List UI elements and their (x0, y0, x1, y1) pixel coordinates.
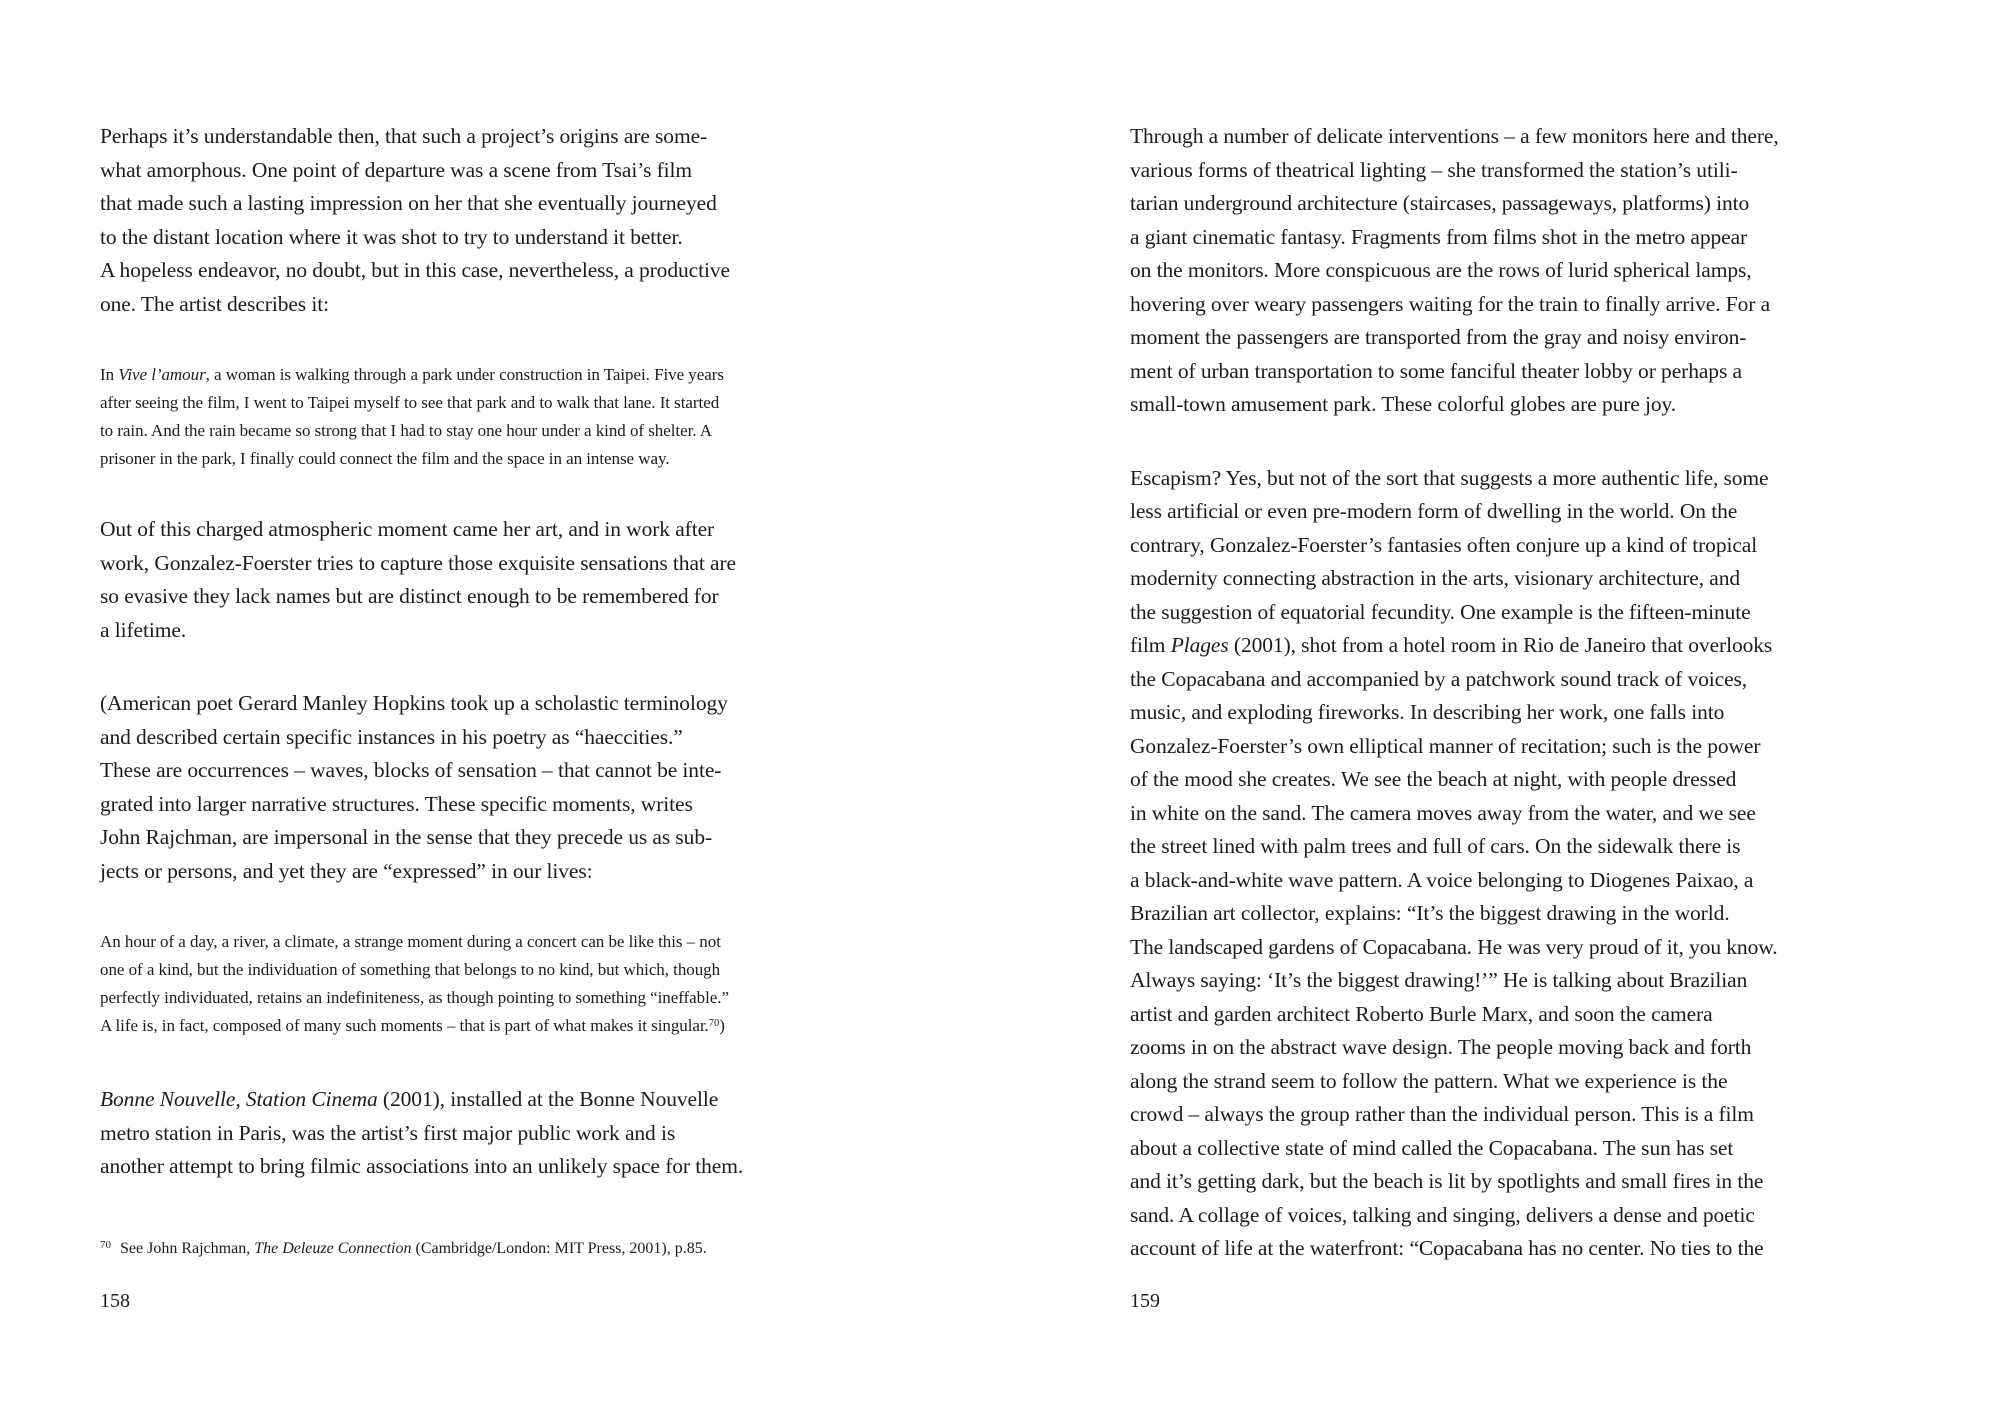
text-segment: and described certain specific instances in his poetry as “haeccities.” (100, 724, 683, 749)
paragraph (100, 513, 910, 647)
text-segment: a black-and-white wave pattern. A voice belonging to Diogenes Paixao, a (1130, 867, 1754, 892)
left-page (100, 0, 910, 1408)
text-segment: Escapism? Yes, but not of the sort that suggests a more authentic life, some (1130, 465, 1769, 490)
text-line (100, 956, 910, 984)
text-line (1130, 495, 1940, 529)
paragraph (100, 687, 910, 888)
text-segment: A life is, in fact, composed of many such moments – that is part of what makes it singular. (100, 1016, 709, 1035)
text-segment: prisoner in the park, I finally could connect the film and the space in an intense way. (100, 449, 670, 468)
text-segment: These are occurrences – waves, blocks of sensation – that cannot be inte- (100, 758, 722, 782)
text-line (1130, 797, 1940, 831)
text-segment: A hopeless endeavor, no doubt, but in this case, nevertheless, a productive (100, 258, 730, 282)
page-number-left: 158 (100, 1290, 130, 1312)
text-segment: Perhaps it’s understandable then, that such a project’s origins are some- (100, 124, 708, 148)
text-line (100, 754, 910, 788)
text-line (1130, 864, 1940, 898)
text-line (100, 254, 910, 288)
text-line (100, 855, 910, 889)
text-line (1130, 254, 1940, 288)
footnote-text (120, 1240, 707, 1257)
text-segment: metro station in Paris, was the artist’s first major public work and is (100, 1120, 676, 1145)
text-line (1130, 1098, 1940, 1132)
text-line (1130, 221, 1940, 255)
text-segment: Vive l’amour (118, 365, 206, 384)
text-line (100, 721, 910, 755)
text-segment: to rain. And the rain became so strong that I had to stay one hour under a kind of shelter. A (100, 421, 712, 440)
footnote (100, 1238, 707, 1261)
text-segment: In (100, 365, 119, 384)
text-segment: tarian underground architecture (staircases, passageways, platforms) into (1130, 191, 1750, 215)
text-line (100, 1117, 910, 1151)
text-segment: music, and exploding fireworks. In describing her work, one falls into (1130, 700, 1725, 724)
text-segment: jects or persons, and yet they are “expressed” in our lives: (100, 858, 593, 883)
text-segment: The landscaped gardens of Copacabana. He was very proud of it, you know. (1130, 934, 1778, 959)
text-line (100, 1083, 910, 1117)
text-line (100, 984, 910, 1012)
text-line (100, 221, 910, 255)
text-line (1130, 931, 1940, 965)
text-segment: Brazilian art collector, explains: “It’s the biggest drawing in the world. (1130, 901, 1730, 925)
text-line (1130, 1165, 1940, 1199)
text-segment: and it’s getting dark, but the beach is lit by spotlights and small fires in the (1130, 1169, 1764, 1193)
text-line (1130, 998, 1940, 1032)
page-number-right: 159 (1130, 1290, 1160, 1312)
text-segment: Gonzalez-Foerster’s own elliptical manner of recitation; such is the power (1130, 733, 1761, 758)
text-line (1130, 462, 1940, 496)
text-line (100, 1150, 910, 1184)
text-line (1130, 1199, 1940, 1233)
paragraph (100, 120, 910, 321)
text-segment: ment of urban transportation to some fanciful theater lobby or perhaps a (1130, 358, 1742, 383)
text-segment: small-town amusement park. These colorful globes are pure joy. (1130, 392, 1677, 416)
text-segment: various forms of theatrical lighting – she transformed the station’s utili- (1130, 157, 1738, 182)
text-line (1130, 830, 1940, 864)
text-segment: of the mood she creates. We see the beach at night, with people dressed (1130, 767, 1737, 791)
text-segment: Out of this charged atmospheric moment came her art, and in work after (100, 517, 715, 541)
text-segment: on the monitors. More conspicuous are the rows of lurid spherical lamps, (1130, 258, 1752, 282)
text-line (100, 580, 910, 614)
text-line (1130, 1031, 1940, 1065)
text-line (100, 687, 910, 721)
text-segment: that made such a lasting impression on her that she eventually journeyed (100, 191, 717, 215)
text-line (100, 788, 910, 822)
text-line (1130, 1065, 1940, 1099)
text-line (1130, 529, 1940, 563)
text-segment: Through a number of delicate interventions – a few monitors here and there, (1130, 124, 1779, 148)
text-line (1130, 596, 1940, 630)
text-segment: a giant cinematic fantasy. Fragments from films shot in the metro appear (1130, 224, 1748, 249)
text-line (100, 187, 910, 221)
text-segment: after seeing the film, I went to Taipei myself to see that park and to walk that lane. It started (100, 393, 720, 412)
text-line (1130, 964, 1940, 998)
text-segment: sand. A collage of voices, talking and singing, delivers a dense and poetic (1130, 1202, 1755, 1227)
text-segment: one of a kind, but the individuation of something that belongs to no kind, but which, though (100, 960, 721, 979)
text-line (1130, 629, 1940, 663)
text-segment: crowd – always the group rather than the individual person. This is a film (1130, 1102, 1754, 1126)
text-line (1130, 1132, 1940, 1166)
text-segment: about a collective state of mind called the Copacabana. The sun has set (1130, 1135, 1734, 1160)
text-segment: (American poet Gerard Manley Hopkins took up a scholastic terminology (100, 691, 728, 715)
text-segment: account of life at the waterfront: “Copacabana has no center. No ties to the (1130, 1236, 1764, 1260)
text-line (100, 513, 910, 547)
text-line (1130, 288, 1940, 322)
text-line (1130, 120, 1940, 154)
text-segment: The Deleuze Connection (254, 1240, 412, 1257)
text-segment: (Cambridge/London: MIT Press, 2001), p.85. (411, 1240, 707, 1257)
text-segment: artist and garden architect Roberto Burle Marx, and soon the camera (1130, 1001, 1713, 1026)
text-line (1130, 154, 1940, 188)
text-line (100, 614, 910, 648)
text-segment: one. The artist describes it: (100, 291, 329, 316)
text-line (100, 120, 910, 154)
text-segment: less artificial or even pre-modern form of dwelling in the world. On the (1130, 499, 1738, 523)
text-segment: so evasive they lack names but are distinct enough to be remembered for (100, 584, 719, 608)
text-line (100, 361, 910, 389)
text-segment: ) (719, 1016, 725, 1035)
text-segment: another attempt to bring filmic associations into an unlikely space for them. (100, 1154, 744, 1178)
text-segment: Always saying: ‘It’s the biggest drawing!’” He is talking about Brazilian (1130, 968, 1748, 992)
text-segment: 70 (708, 1018, 720, 1030)
text-segment: Bonne Nouvelle, Station Cinema (100, 1087, 378, 1111)
text-line (1130, 763, 1940, 797)
text-line (100, 1012, 910, 1043)
text-segment: (2001), shot from a hotel room in Rio de Janeiro that overlooks (1228, 633, 1773, 657)
text-line (100, 389, 910, 417)
text-line (100, 547, 910, 581)
text-line (100, 288, 910, 322)
text-segment: John Rajchman, are impersonal in the sense that they precede us as sub- (100, 825, 713, 849)
text-segment: hovering over weary passengers waiting for the train to finally arrive. For a (1130, 291, 1771, 316)
text-line (100, 821, 910, 855)
text-line (1130, 897, 1940, 931)
paragraph (1130, 120, 1940, 422)
text-segment: Plages (1170, 633, 1229, 657)
text-segment: the Copacabana and accompanied by a patchwork sound track of voices, (1130, 666, 1748, 691)
text-segment: film (1130, 633, 1171, 657)
text-segment: along the strand seem to follow the pattern. What we experience is the (1130, 1068, 1728, 1093)
text-line (1130, 663, 1940, 697)
paragraph (100, 1083, 910, 1184)
text-segment: An hour of a day, a river, a climate, a strange moment during a concert can be like this – not (100, 932, 721, 951)
block-quote (100, 928, 910, 1043)
text-line (1130, 730, 1940, 764)
text-line (100, 928, 910, 956)
text-segment: what amorphous. One point of departure was a scene from Tsai’s film (100, 157, 693, 182)
block-quote (100, 361, 910, 473)
text-segment: zooms in on the abstract wave design. The people moving back and forth (1130, 1035, 1752, 1059)
right-page-text (1130, 120, 1940, 1266)
text-line (1130, 1232, 1940, 1266)
text-segment: See John Rajchman, (120, 1240, 255, 1257)
text-segment: the street lined with palm trees and full of cars. On the sidewalk there is (1130, 834, 1741, 858)
text-segment: (2001), installed at the Bonne Nouvelle (377, 1087, 719, 1111)
text-segment: perfectly individuated, retains an indefiniteness, as though pointing to something “ineffable.” (100, 988, 729, 1007)
paragraph (1130, 462, 1940, 1266)
footnote-marker: 70 (100, 1239, 111, 1251)
text-line (1130, 321, 1940, 355)
text-line (100, 445, 910, 473)
left-page-text (100, 120, 910, 1184)
text-line (1130, 355, 1940, 389)
text-segment: modernity connecting abstraction in the arts, visionary architecture, and (1130, 566, 1741, 590)
text-segment: grated into larger narrative structures. These specific moments, writes (100, 791, 693, 816)
text-segment: work, Gonzalez-Foerster tries to capture those exquisite sensations that are (100, 550, 736, 575)
text-line (100, 154, 910, 188)
text-line (100, 417, 910, 445)
text-segment: , a woman is walking through a park under construction in Taipei. Five years (205, 365, 724, 384)
text-line (1130, 696, 1940, 730)
text-segment: the suggestion of equatorial fecundity. One example is the fifteen-minute (1130, 599, 1751, 624)
text-segment: moment the passengers are transported from the gray and noisy environ- (1130, 325, 1747, 349)
text-segment: contrary, Gonzalez-Foerster’s fantasies often conjure up a kind of tropical (1130, 532, 1758, 557)
right-page (1130, 0, 1940, 1408)
text-line (1130, 388, 1940, 422)
text-line (1130, 187, 1940, 221)
text-segment: a lifetime. (100, 617, 187, 642)
text-segment: to the distant location where it was shot to try to understand it better. (100, 224, 683, 249)
text-line (1130, 562, 1940, 596)
text-segment: in white on the sand. The camera moves away from the water, and we see (1130, 800, 1756, 825)
